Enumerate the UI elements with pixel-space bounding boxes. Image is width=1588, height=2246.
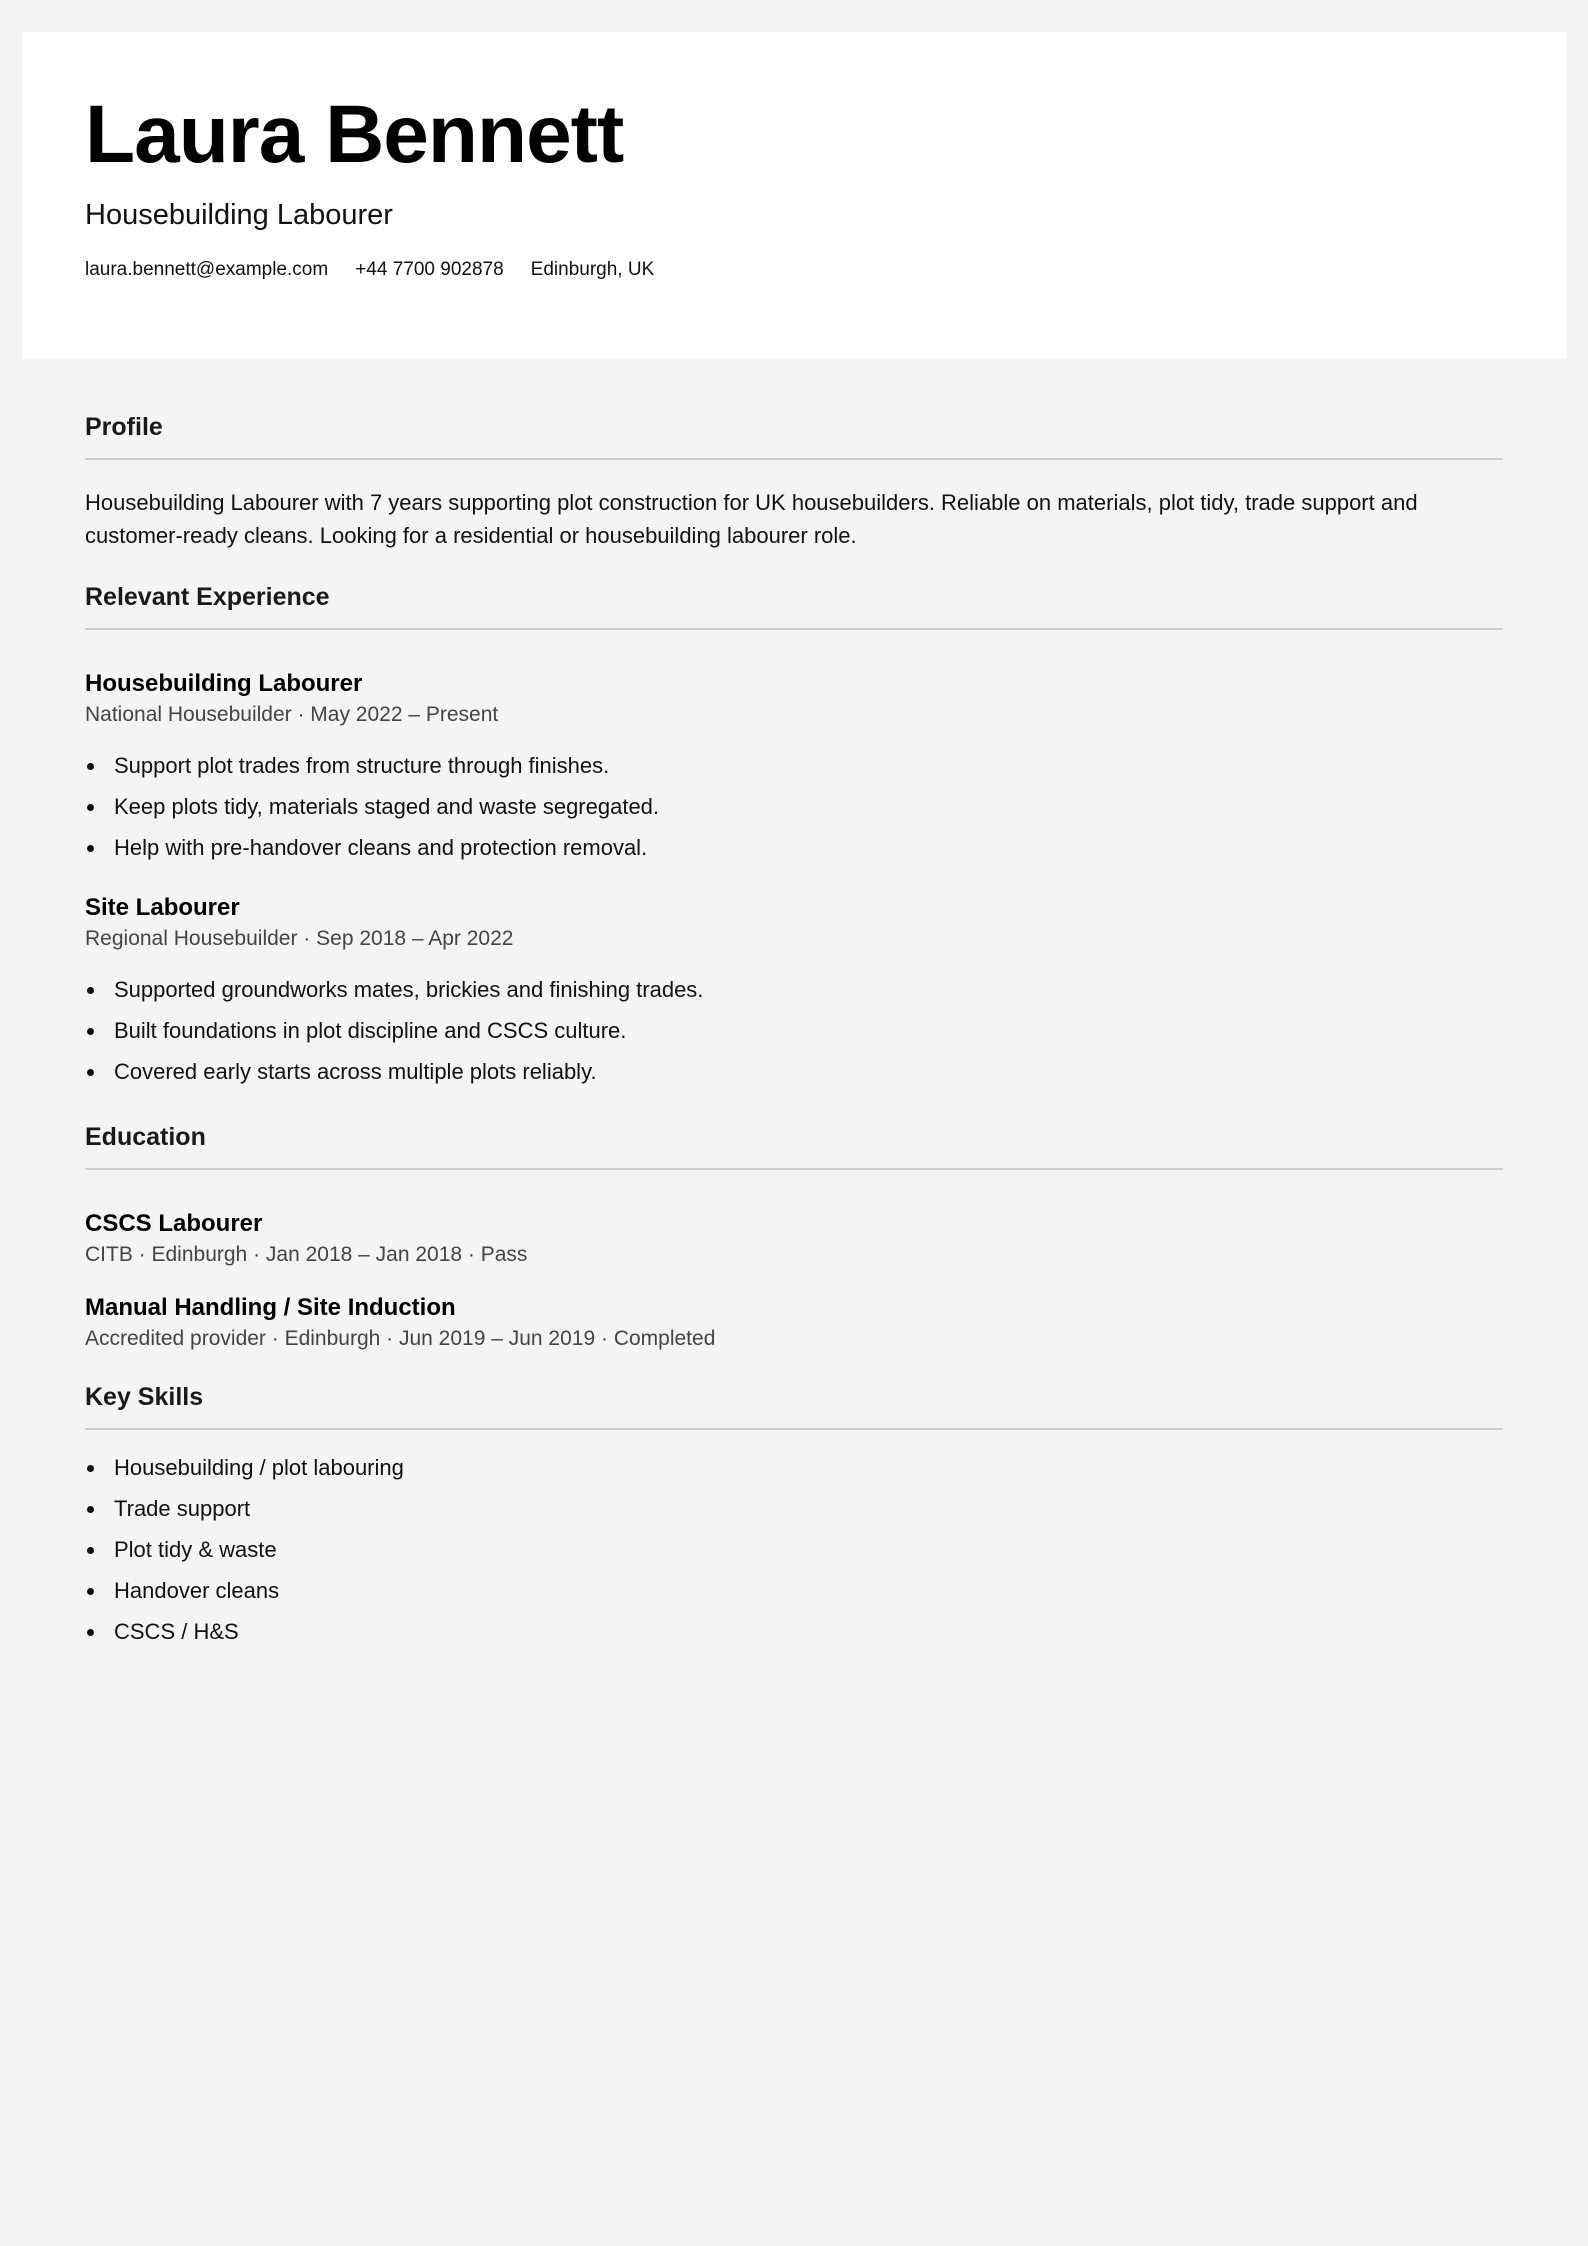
contact-details (85, 259, 1566, 281)
profile-heading: Profile (85, 412, 1503, 460)
job-bullet: Supported groundworks mates, brickies and finishing trades. (85, 969, 1503, 1010)
skills-list (85, 1447, 1503, 1652)
profile-section (85, 412, 1503, 552)
skill-item: CSCS / H&S (85, 1611, 1503, 1652)
education-heading: Education (85, 1122, 1503, 1170)
candidate-name: Laura Bennett (85, 89, 624, 180)
job-bullet: Keep plots tidy, materials staged and waste segregated. (85, 786, 1503, 827)
experience-section (85, 582, 1503, 1092)
resume-body (85, 412, 1503, 1652)
education-title: Manual Handling / Site Induction (85, 1294, 456, 1322)
education-entry (85, 1294, 1503, 1352)
experience-heading: Relevant Experience (85, 582, 1503, 630)
skill-item: Housebuilding / plot labouring (85, 1447, 1503, 1488)
job-title: Housebuilding Labourer (85, 670, 363, 697)
education-meta: Accredited provider · Edinburgh · Jun 2019 – Jun 2019 · Completed (85, 1327, 716, 1351)
job-meta: Regional Housebuilder · Sep 2018 – Apr 2022 (85, 926, 514, 950)
skill-item: Handover cleans (85, 1570, 1503, 1611)
skills-section (85, 1382, 1503, 1652)
job-bullets (85, 969, 1503, 1092)
contact-email: laura.bennett@example.com (85, 258, 329, 280)
education-title: CSCS Labourer (85, 1210, 263, 1238)
candidate-title: Housebuilding Labourer (85, 199, 393, 231)
education-section (85, 1122, 1503, 1352)
profile-text: Housebuilding Labourer with 7 years supporting plot construction for UK housebuilders. Reliable on materials, plot tidy, trade support and customer-ready cleans. Looking for a residential or housebuilding labourer role. (85, 490, 1418, 548)
skills-heading: Key Skills (85, 1382, 1503, 1430)
contact-location: Edinburgh, UK (530, 258, 655, 280)
job-bullet: Covered early starts across multiple plots reliably. (85, 1051, 1503, 1092)
job-bullet: Help with pre-handover cleans and protection removal. (85, 827, 1503, 868)
education-meta: CITB · Edinburgh · Jan 2018 – Jan 2018 · Pass (85, 1242, 528, 1266)
skill-item: Trade support (85, 1488, 1503, 1529)
job-meta: National Housebuilder · May 2022 – Present (85, 702, 499, 726)
job-title: Site Labourer (85, 894, 240, 922)
resume-header (22, 32, 1566, 359)
education-entry (85, 1210, 1503, 1268)
job-bullet: Support plot trades from structure through finishes. (85, 745, 1503, 786)
experience-entry (85, 670, 1503, 868)
experience-entry (85, 894, 1503, 1092)
skill-item: Plot tidy & waste (85, 1529, 1503, 1570)
job-bullets (85, 745, 1503, 868)
job-bullet: Built foundations in plot discipline and CSCS culture. (85, 1010, 1503, 1051)
contact-phone: +44 7700 902878 (355, 258, 504, 280)
